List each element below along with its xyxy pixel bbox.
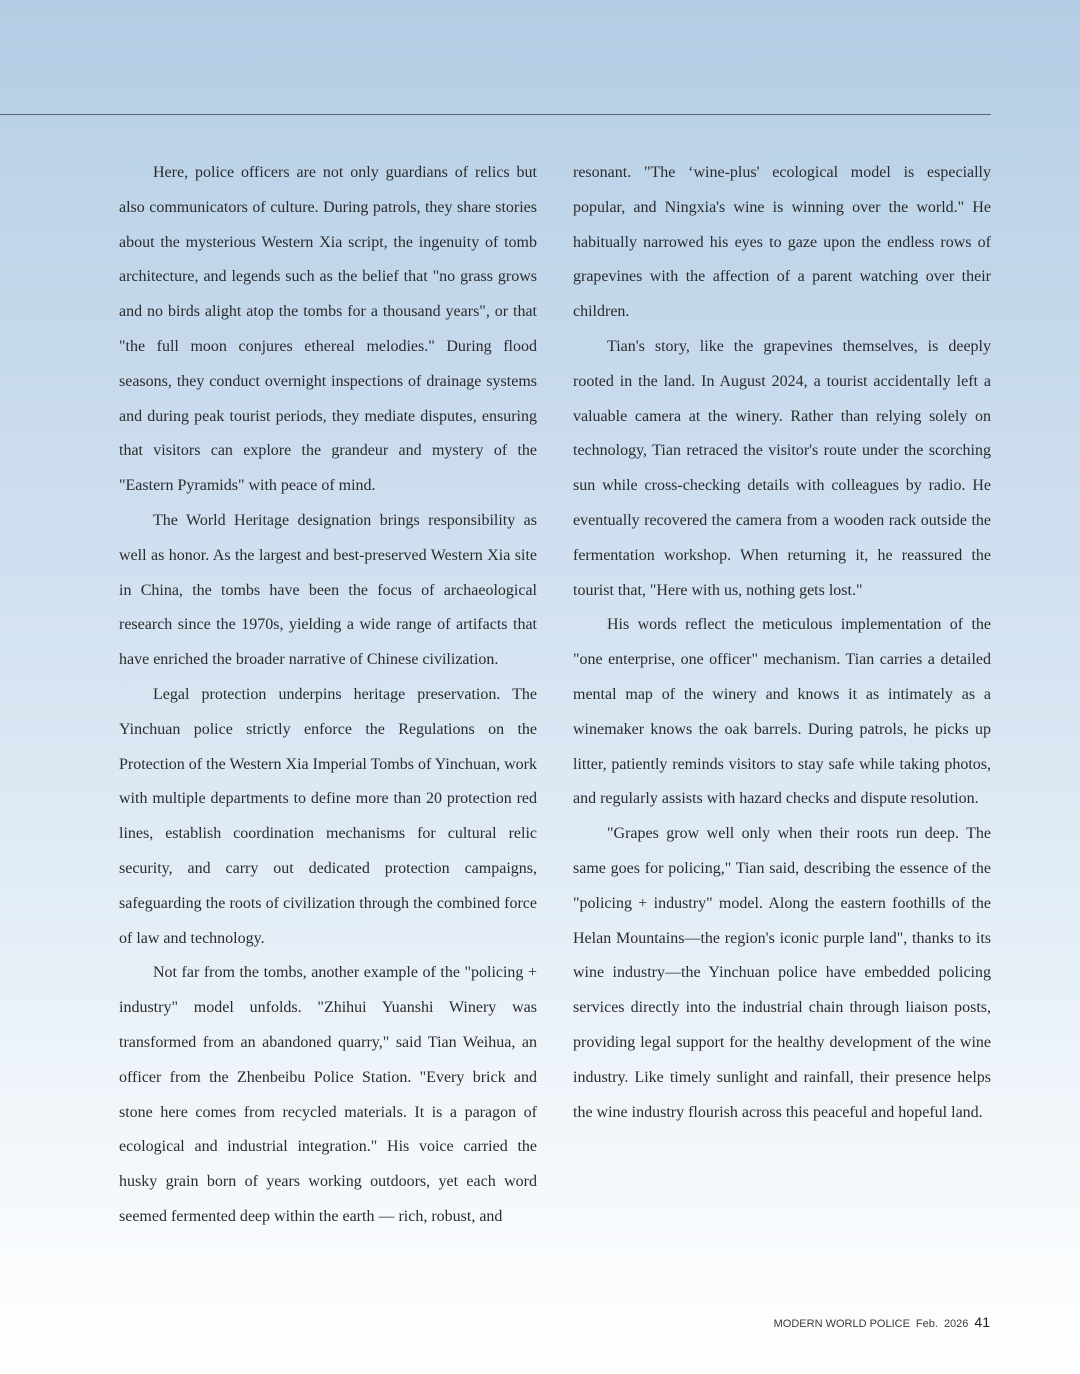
paragraph-officers-communicators: Here, police officers are not only guardians of relics but also communicators of culture. During patrols, they share stories about the mysterious Western Xia script, the ingenuity of tomb architecture, and legends such as the belief that "no grass grows and no birds alight atop the tombs for a thousand years", or that "the full moon conjures ethereal melodies." During flood seasons, they conduct overnight inspections of drainage systems and during peak tourist periods, they mediate disputes, ensuring that visitors can explore the grandeur and mystery of the "Eastern Pyramids" with peace of mind. [119, 164, 537, 495]
page-footer [774, 1314, 990, 1330]
paragraph-roots-run-deep: "Grapes grow well only when their roots run deep. The same goes for policing," Tian said, describing the essence of the "policing + industry" model. Along the eastern foothills of the Helan Mountains—the region's iconic purple land", thanks to its wine industry—the Yinchuan police have embedded policing services directly into the industrial chain through liaison posts, providing legal support for the healthy development of the wine industry. Like timely sunlight and rainfall, their presence helps the wine industry flourish across this peaceful and hopeful land. [573, 825, 991, 1121]
paragraph-one-enterprise-one-officer: His words reflect the meticulous implementation of the "one enterprise, one officer" mechanism. Tian carries a detailed mental map of the winery and knows it as intimately as a winemaker knows the oak barrels. During patrols, he picks up litter, patiently reminds visitors to stay safe while taking photos, and regularly assists with hazard checks and dispute resolution. [573, 616, 991, 808]
paragraph-world-heritage: The World Heritage designation brings responsibility as well as honor. As the largest and best-preserved Western Xia site in China, the tombs have been the focus of archaeological research since the 1970s, yielding a wide range of artifacts that have enriched the broader narrative of Chinese civilization. [119, 511, 537, 669]
issue-year: 2026 [943, 1318, 969, 1330]
publication-name: MODERN WORLD POLICE [773, 1318, 910, 1330]
header-rule [0, 114, 991, 115]
page-number: 41 [974, 1314, 990, 1330]
article-column-left [119, 156, 537, 1235]
paragraph-winery-continued: resonant. "The ‘wine-plus' ecological model is especially popular, and Ningxia's wine is winning over the world." He habitually narrowed his eyes to gaze upon the endless rows of grapevines with the affection of a parent watching over their children. [573, 164, 991, 321]
article-column-right [573, 156, 991, 1130]
paragraph-winery-intro: Not far from the tombs, another example of the "policing + industry" model unfolds. "Zhihui Yuanshi Winery was transformed from an abandoned quarry," said Tian Weihua, an officer from the Zhenbeibu Police Station. "Every brick and stone here comes from recycled materials. It is a paragon of ecological and industrial integration." His voice carried the husky grain born of years working outdoors, yet each word seemed fermented deep within the earth — rich, robust, and [119, 964, 537, 1225]
issue-month: Feb. [915, 1318, 938, 1330]
paragraph-legal-protection: Legal protection underpins heritage preservation. The Yinchuan police strictly enforce the Regulations on the Protection of the Western Xia Imperial Tombs of Yinchuan, work with multiple departments to define more than 20 protection red lines, establish coordination mechanisms for cultural relic security, and carry out dedicated protection campaigns, safeguarding the roots of civilization through the combined force of law and technology. [119, 685, 537, 947]
paragraph-lost-camera: Tian's story, like the grapevines themselves, is deeply rooted in the land. In August 2024, a tourist accidentally left a valuable camera at the winery. Rather than relying solely on technology, Tian retraced the visitor's route under the scorching sun while cross-checking details with colleagues by radio. He eventually recovered the camera from a wooden rack outside the fermentation workshop. When returning it, he reassured the tourist that, "Here with us, nothing gets lost." [573, 337, 991, 599]
